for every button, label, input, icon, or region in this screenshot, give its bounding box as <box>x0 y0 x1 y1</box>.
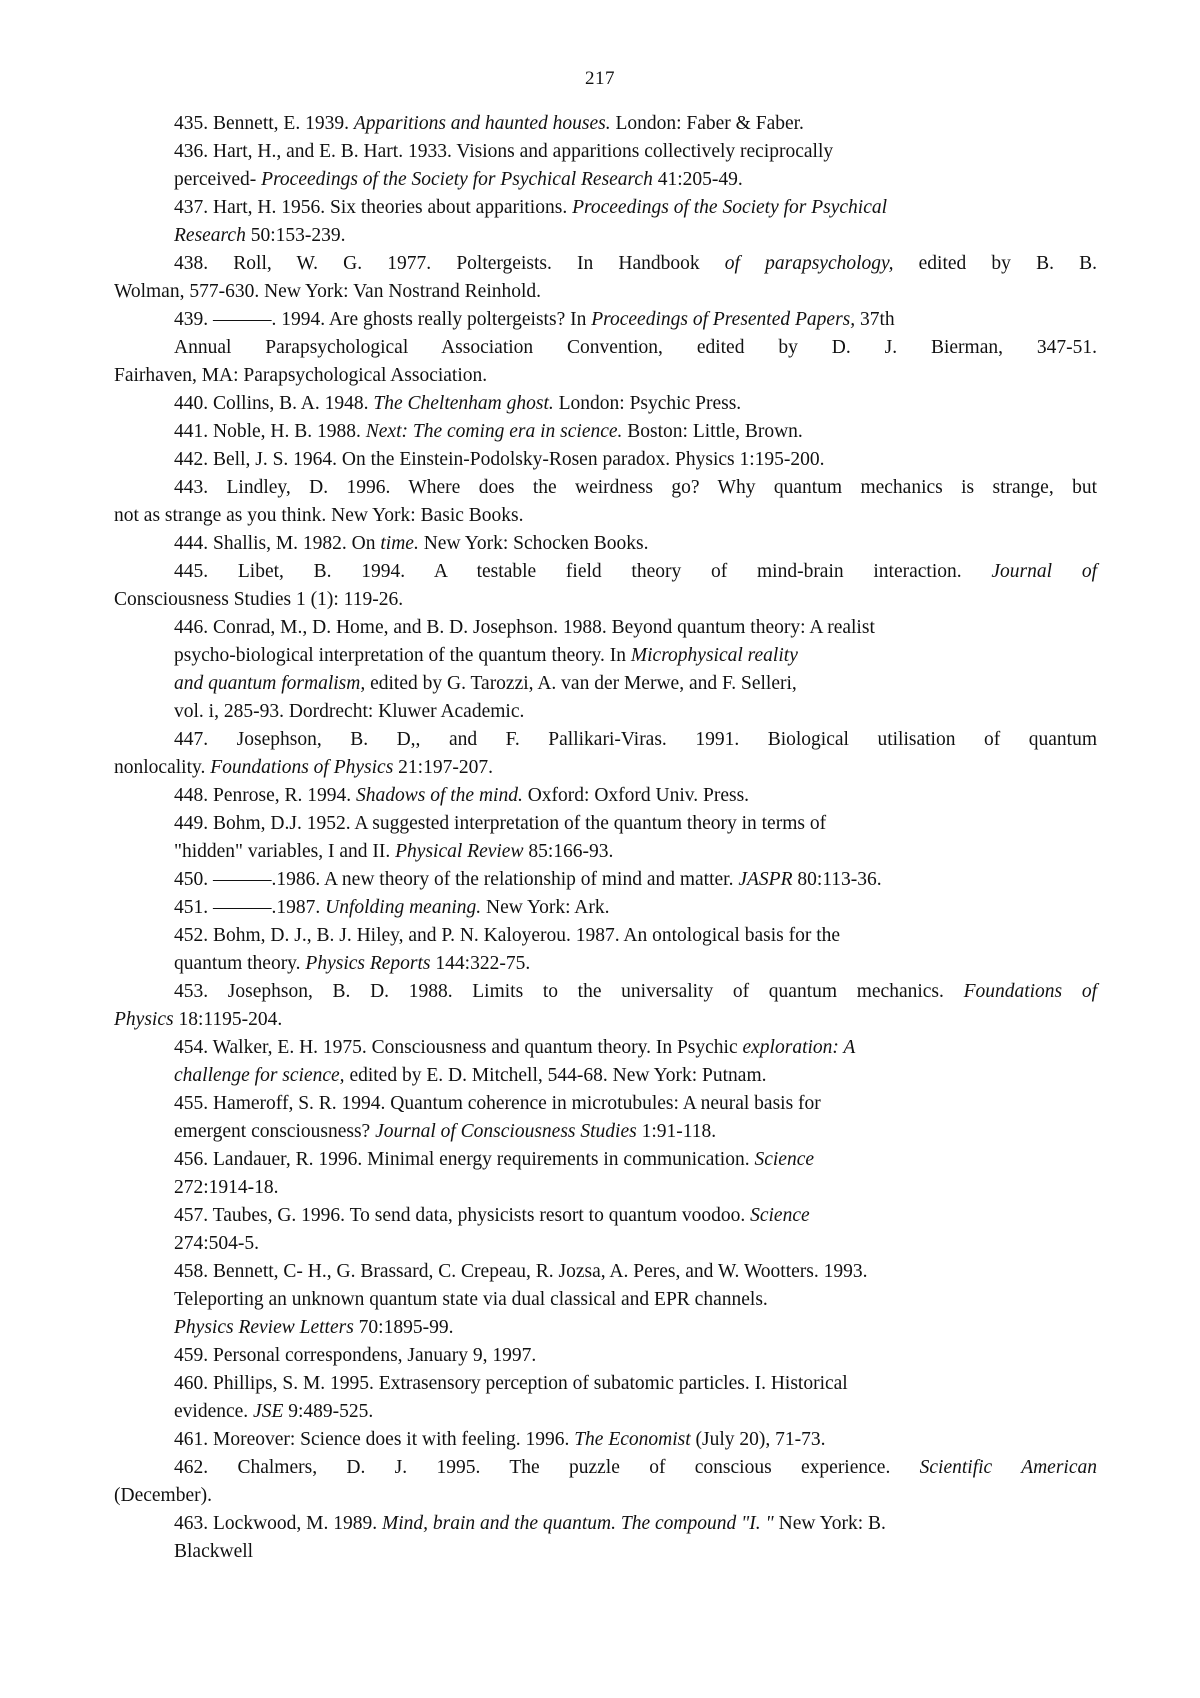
reference-line <box>174 166 743 194</box>
reference-text: 272:1914-18. <box>174 1177 279 1198</box>
italic-title: time. <box>380 533 419 554</box>
reference-line <box>174 1118 716 1146</box>
reference-text: Fairhaven, MA: Parapsychological Association. <box>114 365 488 386</box>
italic-title: Proceedings of Presented Papers, <box>591 309 856 330</box>
reference-text: nonlocality. <box>114 757 211 778</box>
italic-title: and quantum formalism, <box>174 673 366 694</box>
reference-text: 443. Lindley, D. 1996. Where does the weirdness go? Why quantum mechanics is strange, but <box>174 477 1097 498</box>
italic-title: Shadows of the mind. <box>356 785 523 806</box>
italic-title: Microphysical reality <box>630 645 798 666</box>
italic-title: JSE <box>253 1401 284 1422</box>
reference-text: emergent consciousness? <box>174 1121 376 1142</box>
reference-text: 462. Chalmers, D. J. 1995. The puzzle of conscious experience. <box>174 1457 920 1478</box>
reference-line <box>174 138 833 166</box>
reference-line <box>174 866 882 894</box>
italic-title: Proceedings of the Society for Psychical <box>572 197 888 218</box>
reference-line <box>174 1146 814 1174</box>
reference-line <box>174 1258 868 1286</box>
reference-text: London: Psychic Press. <box>553 393 742 414</box>
reference-text: 144:322-75. <box>430 953 531 974</box>
italic-title: challenge for science, <box>174 1065 345 1086</box>
reference-line <box>174 894 610 922</box>
reference-text: 85:166-93. <box>523 841 614 862</box>
page-number: 217 <box>585 68 615 89</box>
reference-line <box>174 334 1097 362</box>
reference-line <box>174 1342 536 1370</box>
reference-text: New York: Schocken Books. <box>418 533 649 554</box>
reference-line <box>174 1398 373 1426</box>
reference-line <box>114 1006 282 1034</box>
reference-text: 435. Bennett, E. 1939. <box>174 113 354 134</box>
italic-title: Apparitions and haunted houses. <box>353 113 611 134</box>
reference-text: London: Faber & Faber. <box>610 113 804 134</box>
reference-line <box>174 250 1097 278</box>
reference-text: 41:205-49. <box>652 169 743 190</box>
reference-line <box>174 1510 886 1538</box>
reference-text: edited by E. D. Mitchell, 544-68. New York: Putnam. <box>344 1065 767 1086</box>
reference-text: 444. Shallis, M. 1982. On <box>174 533 381 554</box>
reference-line <box>174 1538 253 1566</box>
reference-line <box>174 950 530 978</box>
reference-text: New York: Ark. <box>481 897 610 918</box>
reference-line <box>114 754 493 782</box>
italic-title: Journal of Consciousness Studies <box>375 1121 637 1142</box>
reference-line <box>174 978 1097 1006</box>
reference-line <box>174 418 803 446</box>
reference-text: 448. Penrose, R. 1994. <box>174 785 356 806</box>
reference-text: 50:153-239. <box>245 225 346 246</box>
reference-line <box>174 222 346 250</box>
reference-line <box>174 810 826 838</box>
reference-line <box>174 194 887 222</box>
reference-line <box>174 1174 279 1202</box>
reference-line <box>114 362 487 390</box>
reference-line <box>174 1314 453 1342</box>
reference-line <box>174 1062 767 1090</box>
italic-title: Physics Reports <box>305 953 431 974</box>
reference-text: Consciousness Studies 1 (1): 119-26. <box>114 589 404 610</box>
italic-title: Science <box>754 1149 815 1170</box>
reference-line <box>174 922 840 950</box>
reference-text: 458. Bennett, C- H., G. Brassard, C. Crepeau, R. Jozsa, A. Peres, and W. Wootters. 1993. <box>174 1261 868 1282</box>
reference-text: Boston: Little, Brown. <box>622 421 803 442</box>
reference-text: 440. Collins, B. A. 1948. <box>174 393 374 414</box>
italic-title: Next: The coming era in science. <box>365 421 623 442</box>
reference-line <box>174 782 749 810</box>
reference-text: 1:91-118. <box>636 1121 717 1142</box>
reference-line <box>174 1426 826 1454</box>
italic-title: Research <box>174 225 246 246</box>
italic-title: Scientific American <box>919 1457 1097 1478</box>
italic-title: JASPR <box>738 869 793 890</box>
italic-title: Foundations of <box>963 981 1097 1002</box>
reference-text: 459. Personal correspondens, January 9, 1997. <box>174 1345 537 1366</box>
reference-line <box>114 586 403 614</box>
reference-line <box>174 446 825 474</box>
reference-text: 80:113-36. <box>792 869 882 890</box>
reference-text: Blackwell <box>174 1541 254 1562</box>
reference-line <box>174 306 895 334</box>
reference-line <box>174 726 1097 754</box>
reference-text: 442. Bell, J. S. 1964. On the Einstein-Podolsky-Rosen paradox. Physics 1:195-200. <box>174 449 825 470</box>
reference-text: 461. Moreover: Science does it with feeling. 1996. <box>174 1429 575 1450</box>
reference-text: 438. Roll, W. G. 1977. Poltergeists. In Handbook <box>174 253 725 274</box>
reference-text: "hidden" variables, I and II. <box>174 841 396 862</box>
italic-title: Unfolding meaning. <box>325 897 482 918</box>
reference-text: 460. Phillips, S. M. 1995. Extrasensory perception of subatomic particles. I. Historical <box>174 1373 848 1394</box>
reference-text: edited by G. Tarozzi, A. van der Merwe, and F. Selleri, <box>365 673 797 694</box>
reference-text: 449. Bohm, D.J. 1952. A suggested interpretation of the quantum theory in terms of <box>174 813 827 834</box>
reference-line <box>174 1090 821 1118</box>
reference-line <box>174 474 1097 502</box>
reference-text: 450. ———.1986. A new theory of the relationship of mind and matter. <box>174 869 739 890</box>
reference-text: 447. Josephson, B. D,, and F. Pallikari-Viras. 1991. Biological utilisation of quantum <box>174 729 1097 750</box>
italic-title: Physics Review Letters <box>174 1317 354 1338</box>
reference-text: 18:1195-204. <box>173 1009 283 1030</box>
reference-text: 445. Libet, B. 1994. A testable field theory of mind-brain interaction. <box>174 561 992 582</box>
reference-text: 436. Hart, H., and E. B. Hart. 1933. Visions and apparitions collectively reciprocally <box>174 141 834 162</box>
italic-title: Physics <box>114 1009 174 1030</box>
reference-text: 70:1895-99. <box>353 1317 454 1338</box>
italic-title: of parapsychology, <box>724 253 894 274</box>
italic-title: The Cheltenham ghost. <box>373 393 554 414</box>
italic-title: The Economist <box>574 1429 691 1450</box>
reference-line <box>174 838 613 866</box>
italic-title: Science <box>750 1205 810 1226</box>
reference-line <box>174 558 1097 586</box>
reference-line <box>114 1482 212 1510</box>
reference-text: 451. ———.1987. <box>174 897 326 918</box>
reference-text: not as strange as you think. New York: Basic Books. <box>114 505 524 526</box>
reference-line <box>174 1286 768 1314</box>
reference-text: Teleporting an unknown quantum state via dual classical and EPR channels. <box>174 1289 768 1310</box>
reference-line <box>174 670 797 698</box>
reference-text: Annual Parapsychological Association Convention, edited by D. J. Bierman, 347-51. <box>174 337 1097 358</box>
italic-title: Physical Review <box>395 841 524 862</box>
reference-text: 9:489-525. <box>283 1401 374 1422</box>
reference-text: (December). <box>114 1485 212 1506</box>
reference-line <box>174 1230 259 1258</box>
reference-text: 454. Walker, E. H. 1975. Consciousness and quantum theory. In Psychic <box>174 1037 743 1058</box>
reference-line <box>174 642 798 670</box>
reference-text: edited by B. B. <box>893 253 1098 274</box>
reference-line <box>174 698 524 726</box>
italic-title: Proceedings of the Society for Psychical Research <box>261 169 653 190</box>
reference-line <box>174 1454 1097 1482</box>
reference-text: 274:504-5. <box>174 1233 260 1254</box>
reference-text: evidence. <box>174 1401 254 1422</box>
reference-text: 441. Noble, H. B. 1988. <box>174 421 366 442</box>
reference-text: psycho-biological interpretation of the quantum theory. In <box>174 645 631 666</box>
reference-line <box>174 110 804 138</box>
italic-title: exploration: A <box>742 1037 856 1058</box>
italic-title: Mind, brain and the quantum. The compound "I. " <box>382 1513 774 1534</box>
reference-text: 446. Conrad, M., D. Home, and B. D. Josephson. 1988. Beyond quantum theory: A realist <box>174 617 875 638</box>
reference-text: 452. Bohm, D. J., B. J. Hiley, and P. N. Kaloyerou. 1987. An ontological basis for the <box>174 925 841 946</box>
italic-title: Foundations of Physics <box>210 757 394 778</box>
reference-line <box>174 1034 855 1062</box>
reference-text: vol. i, 285-93. Dordrecht: Kluwer Academic. <box>174 701 525 722</box>
reference-text: perceived- <box>174 169 262 190</box>
reference-text: (July 20), 71-73. <box>690 1429 826 1450</box>
reference-line <box>174 614 875 642</box>
italic-title: Journal of <box>991 561 1097 582</box>
reference-text: Oxford: Oxford Univ. Press. <box>522 785 750 806</box>
reference-text: 21:197-207. <box>393 757 493 778</box>
reference-text: New York: B. <box>773 1513 886 1534</box>
reference-line <box>174 390 741 418</box>
reference-text: Wolman, 577-630. New York: Van Nostrand Reinhold. <box>114 281 542 302</box>
reference-text: 453. Josephson, B. D. 1988. Limits to the universality of quantum mechanics. <box>174 981 964 1002</box>
reference-text: 455. Hameroff, S. R. 1994. Quantum coherence in microtubules: A neural basis for <box>174 1093 821 1114</box>
reference-text: quantum theory. <box>174 953 306 974</box>
reference-text: 456. Landauer, R. 1996. Minimal energy requirements in communication. <box>174 1149 755 1170</box>
reference-line <box>174 1202 810 1230</box>
reference-line <box>174 1370 848 1398</box>
reference-text: 437. Hart, H. 1956. Six theories about apparitions. <box>174 197 573 218</box>
reference-line <box>174 530 649 558</box>
reference-text: 37th <box>855 309 895 330</box>
reference-text: 463. Lockwood, M. 1989. <box>174 1513 382 1534</box>
reference-text: 457. Taubes, G. 1996. To send data, physicists resort to quantum voodoo. <box>174 1205 751 1226</box>
reference-line <box>114 278 541 306</box>
reference-line <box>114 502 523 530</box>
reference-text: 439. ———. 1994. Are ghosts really poltergeists? In <box>174 309 592 330</box>
